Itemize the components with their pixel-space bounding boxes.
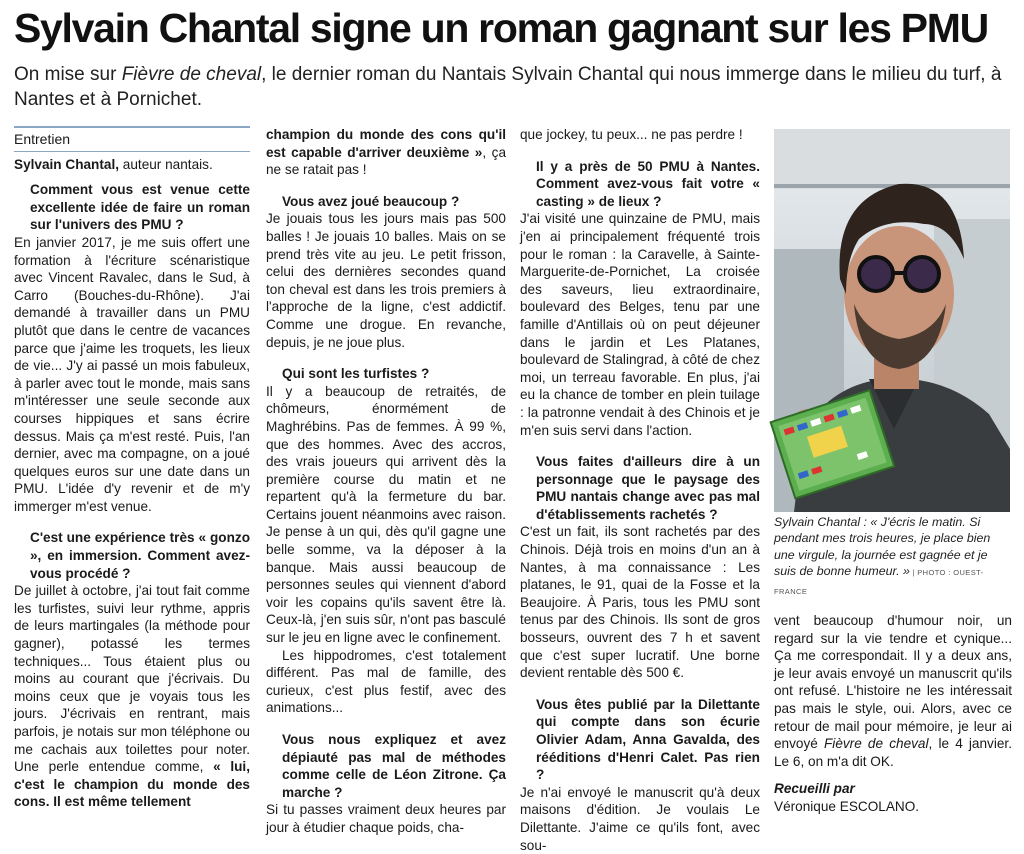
byline-name: Sylvain Chantal, [14, 156, 120, 172]
answer-7: C'est un fait, ils sont rachetés par des Chinois. Déjà trois en moins d'un an à Nantes, à ma connaissance : Les platanes, le 91, quai de la Fosse et la Beaujoire. À Paris, tous les PMU sont tenus par des Chinois. Ils sont de gros bosseurs, ouvrent des 7 h et savent que c'est super lucratif. Une borne devient rentable dès 500 €. [520, 524, 760, 681]
answer-8-text: vent beaucoup d'humour noir, un regard sur la vie tendre et cynique... Ça me correspondait. Il y a deux ans, je leur avais envoyé un manuscrit qu'ils ont refusé. L'histoire ne les intéressait pas mais le style, oui. Alors, avec ce retour de mail pour mémoire, je leur ai envoyé [774, 613, 1012, 752]
standfirst-rest: , le dernier roman du Nantais Sylvain Chantal qui nous immerge dans le milieu du turf, à Nantes et à Pornichet. [14, 64, 1002, 110]
photo-caption [774, 514, 1012, 600]
question-5: Vous nous expliquez et avez dépiauté pas mal de méthodes comme celle de Léon Zitrone. Ça marche ? [282, 732, 506, 800]
photo-credit: | PHOTO : OUEST-FRANCE [774, 568, 984, 596]
standfirst-lead: On mise sur [14, 64, 122, 85]
answer-4: Il y a beaucoup de retraités, de chômeurs, énormément de Maghrébins. Pas de femmes. À 99 %, que des hommes. Avec des accros, des vrais joueurs qui arrivent dès la première course du matin et ne repartent qu'à la fermeture du bar. Certains jouent néanmoins avec raison. Je pense à un qui, dès qu'il gagne une belle somme, va la déposer à la banque. Mais aussi beaucoup de personnes seules qui viennent d'abord voir les copains qu'ils savent être là. Ceux-là, j'en suis sûr, n'ont pas basculé sur le jeu en ligne avec le confinement. [266, 383, 506, 646]
column-3 [520, 126, 760, 853]
answer-4-paragraph-2: Les hippodromes, c'est totalement différent. Pas mal de famille, des curieux, c'est plus festif, avec des animations... [266, 647, 506, 716]
answer-3: Je jouais tous les jours mais pas 500 balles ! Je jouais 10 balles. Mais on se prend très vite au jeu. Le petit frisson, celui des dernières secondes quand ton cheval est dans les trois premiers à l'approche de la ligne, c'est addictif. Comme une drogue. En revanche, depuis, je ne joue plus. [266, 211, 506, 350]
author-portrait [774, 129, 1010, 512]
question-2: C'est une expérience très « gonzo », en immersion. Comment avez-vous procédé ? [30, 530, 250, 581]
answer-8-book-title: Fièvre de cheval [824, 736, 929, 752]
standfirst [14, 62, 1014, 112]
answer-5: Si tu passes vraiment deux heures par jour à étudier chaque poids, cha- [266, 802, 506, 835]
answer-2-continued [266, 126, 506, 179]
byline [14, 156, 250, 174]
column-4 [774, 612, 1012, 836]
question-4: Qui sont les turfistes ? [282, 366, 430, 382]
answer-2-quote-continued: champion du monde des cons qu'il est capable d'arriver deuxième » [266, 127, 506, 160]
column-2 [266, 126, 506, 836]
answer-2 [14, 582, 250, 811]
question-8: Vous êtes publié par la Dilettante qui compte dans son écurie Olivier Adam, Anna Gavalda, des rééditions d'Henri Calet. Pas rien ? [536, 696, 760, 783]
answer-1: En janvier 2017, je me suis offert une formation à l'écriture scénaristique avec Vincent Ravalec, dans le Sud, à Carro (Bouches-du-Rhône). J'ai demandé à travailler dans un PMU plutôt que dans le centre de vacances parce que j'aime les troquets, les lieux de vie... J'y ai passé un mois fabuleux, à parler avec tout le monde, mais sans m'intéresser une seule seconde aux courses hippiques et sans écrire dessus. Mais ça m'est resté. Puis, l'an dernier, avec ma compagne, on a joué quelques euros sur une date dans un PMU. L'idée d'y revenir et de m'y immerger m'est venue. [14, 234, 250, 514]
standfirst-book-title: Fièvre de cheval [121, 64, 262, 85]
caption-quote: Sylvain Chantal : « J'écris le matin. Si pendant mes trois heures, je place bien une virgule, la journée est gagnée et je suis de bonne humeur. » [774, 515, 991, 579]
question-7: Vous faites d'ailleurs dire à un personnage que le paysage des PMU nantais change avec pas mal d'établissements rachetés ? [536, 454, 760, 522]
signature-label: Recueilli par [774, 781, 855, 797]
answer-6: J'ai visité une quinzaine de PMU, mais j'en ai principalement fréquenté trois pour le roman : la Caravelle, à Sainte-Marguerite-de-Pornichet, La croisée des saveurs, lieu extraordinaire, boulevard des Belges, tenu par une famille d'Antillais où on peut déjeuner dans le jardin et Les Platanes, boulevard de Stalingrad, à côté de chez moi, un terreau favorable. En plus, j'ai eu la chance de tomber en plein tuilage : la patronne vendait à des Chinois et je m'en suis servi dans l'action. [520, 211, 760, 438]
column-1 [14, 126, 250, 836]
rubric-label: Entretien [14, 126, 250, 152]
author-photo [774, 129, 1010, 512]
answer-2-quote: « lui, c'est le champion du monde des cons. Il est même tellement [14, 759, 250, 810]
answer-8: Je n'ai envoyé le manuscrit qu'à deux maisons d'édition. Je voulais Le Dilettante. J'aime ce qu'ils font, avec sou- [520, 784, 760, 853]
question-6: Il y a près de 50 PMU à Nantes. Comment avez-vous fait votre « casting » de lieux ? [536, 158, 760, 209]
answer-8-end: , le 4 janvier. Le 6, on m'a dit OK. [774, 736, 1012, 769]
answer-2-text: De juillet à octobre, j'ai tout fait comme les turfistes, suivi leur rythme, appris de leurs martingales (la méthode pour gagner), potassé les termes techniques... Tous étaient plus ou moins au courant que j'écrivais. Du moins ceux que je voyais tous les jours. J'écrivais en rentrant, mais parfois, je notais sur mon téléphone ou me cachais aux toilettes pour noter. Une perle entendue comme, [14, 583, 250, 775]
question-3: Vous avez joué beaucoup ? [282, 193, 460, 209]
answer-2-end: , ça ne se ratait pas ! [266, 144, 506, 178]
answer-5-end: que jockey, tu peux... ne pas perdre ! [520, 127, 743, 142]
signature-author: Véronique ESCOLANO. [774, 798, 920, 814]
byline-role: auteur nantais. [119, 156, 213, 172]
answer-8-continued [774, 612, 1012, 770]
question-1: Comment vous est venue cette excellente idée de faire un roman sur l'univers des PMU ? [30, 182, 250, 233]
headline: Sylvain Chantal signe un roman gagnant sur les PMU [14, 5, 988, 51]
